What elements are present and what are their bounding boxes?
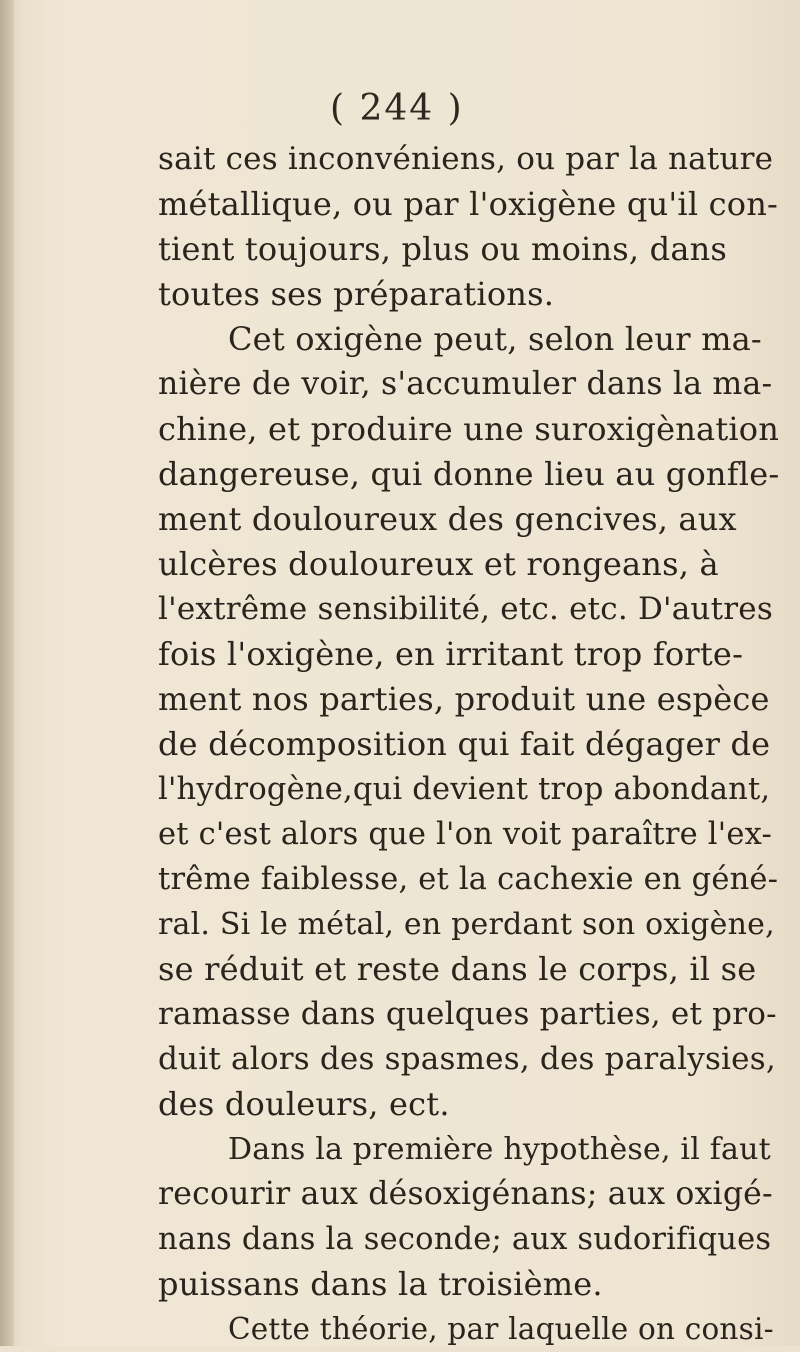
text-line: chine, et produire une suroxigènation <box>158 410 780 448</box>
text-line: ral. Si le métal, en perdant son oxigène, <box>158 907 775 942</box>
text-line: dangereuse, qui donne lieu au gonfle- <box>158 455 780 493</box>
text-line: ment nos parties, produit une espèce <box>158 680 770 718</box>
page-gutter <box>0 0 14 1346</box>
text-line: des douleurs, ect. <box>158 1085 450 1123</box>
page-number: ( 244 ) <box>330 88 464 129</box>
text-line: et c'est alors que l'on voit paraître l'ex- <box>158 817 772 852</box>
body-text <box>158 137 778 1352</box>
paragraph-start-line: Cette théorie, par laquelle on consi- <box>228 1312 774 1346</box>
text-line: l'hydrogène,qui devient trop abondant, <box>158 772 771 807</box>
text-line: métallique, ou par l'oxigène qu'il con- <box>158 185 779 223</box>
text-line: ment douloureux des gencives, aux <box>158 500 737 538</box>
text-line: tient toujours, plus ou moins, dans <box>158 230 728 268</box>
text-line: fois l'oxigène, en irritant trop forte- <box>158 635 744 673</box>
text-line: duit alors des spasmes, des paralysies, <box>158 1041 776 1077</box>
text-line: sait ces inconvéniens, ou par la nature <box>158 141 774 177</box>
text-line: nans dans la seconde; aux sudorifiques <box>158 1222 772 1257</box>
text-line: toutes ses préparations. <box>158 275 555 313</box>
text-line: puissans dans la troisième. <box>158 1265 603 1303</box>
paragraph-start-line: Cet oxigène peut, selon leur ma- <box>228 320 762 358</box>
text-line: ramasse dans quelques parties, et pro- <box>158 996 777 1032</box>
text-line: nière de voir, s'accumuler dans la ma- <box>158 366 773 402</box>
text-line: trême faiblesse, et la cachexie en géné- <box>158 862 779 897</box>
text-line: de décomposition qui fait dégager de <box>158 725 771 763</box>
text-line: recourir aux désoxigénans; aux oxigé- <box>158 1176 773 1212</box>
text-line: se réduit et reste dans le corps, il se <box>158 950 757 988</box>
text-line: ulcères douloureux et rongeans, à <box>158 545 719 583</box>
text-line: l'extrême sensibilité, etc. etc. D'autres <box>158 591 773 627</box>
paragraph-start-line: Dans la première hypothèse, il faut <box>228 1132 771 1167</box>
